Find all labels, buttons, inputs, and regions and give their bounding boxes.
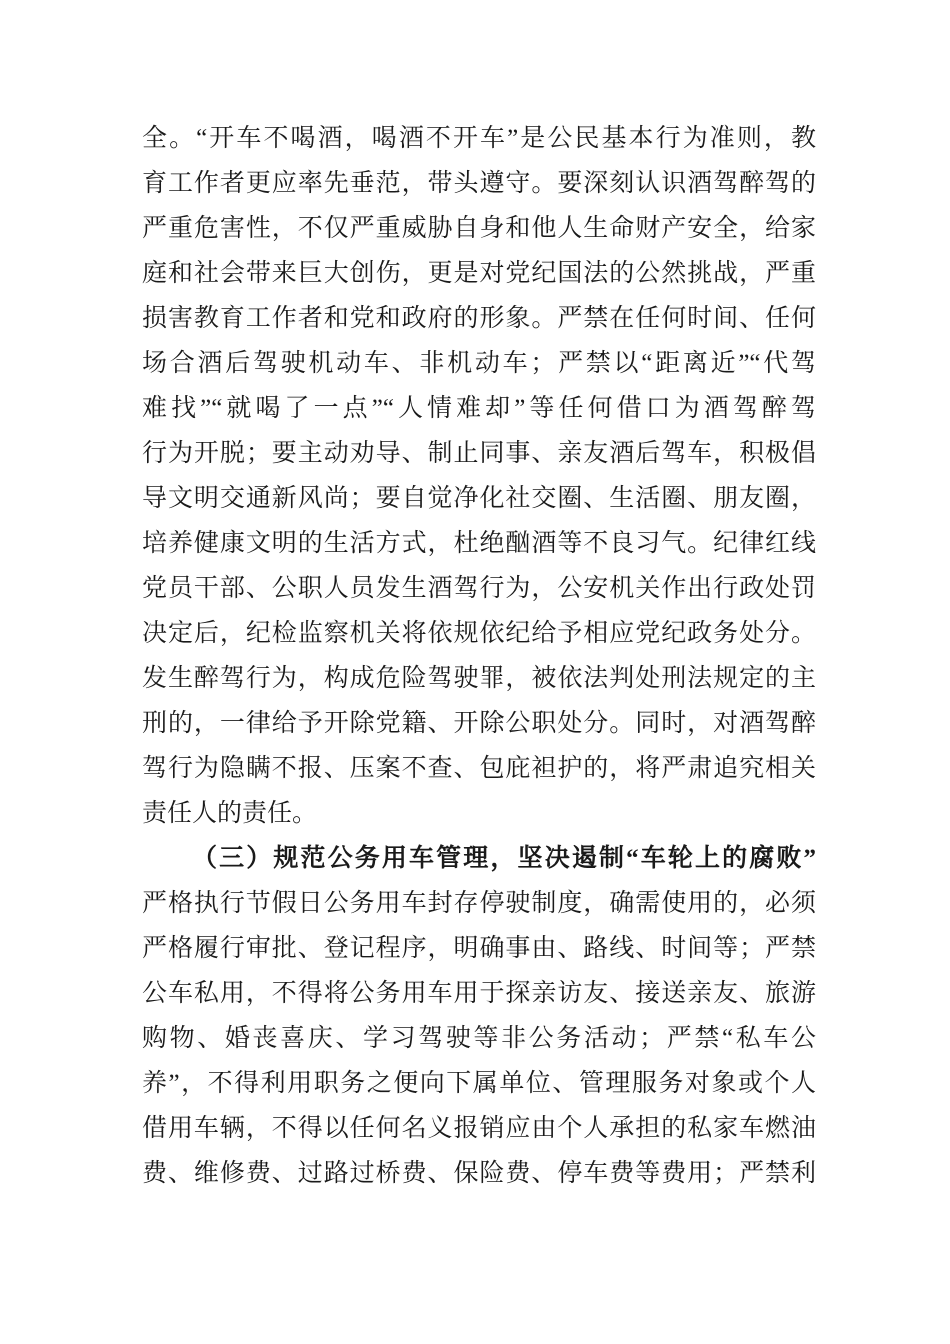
text-line: 费、维修费、过路过桥费、保险费、停车费等费用；严禁利 <box>142 1160 816 1187</box>
text-line: 刑的，一律给予开除党籍、开除公职处分。同时，对酒驾醉 <box>142 710 816 737</box>
text-line: 党员干部、公职人员发生酒驾行为，公安机关作出行政处罚 <box>142 575 816 602</box>
text-line: 损害教育工作者和党和政府的形象。严禁在任何时间、任何 <box>142 305 816 332</box>
text-line: 公车私用，不得将公务用车用于探亲访友、接送亲友、旅游 <box>142 980 816 1007</box>
section-heading: （三）规范公务用车管理，坚决遏制“车轮上的腐败” <box>192 845 816 872</box>
text-line: 发生醉驾行为，构成危险驾驶罪，被依法判处刑法规定的主 <box>142 665 816 692</box>
text-line: 借用车辆，不得以任何名义报销应由个人承担的私家车燃油 <box>142 1115 816 1142</box>
text-line: 驾行为隐瞒不报、压案不查、包庇袒护的，将严肃追究相关 <box>142 755 816 782</box>
text-line: 严格履行审批、登记程序，明确事由、路线、时间等；严禁 <box>142 935 816 962</box>
text-line: 场合酒后驾驶机动车、非机动车；严禁以“距离近”“代驾 <box>142 350 816 377</box>
text-line: 育工作者更应率先垂范，带头遵守。要深刻认识酒驾醉驾的 <box>142 170 816 197</box>
text-line: 决定后，纪检监察机关将依规依纪给予相应党纪政务处分。 <box>142 620 816 647</box>
text-line: 全。“开车不喝酒，喝酒不开车”是公民基本行为准则，教 <box>142 125 816 152</box>
text-line: 难找”“就喝了一点”“人情难却”等任何借口为酒驾醉驾 <box>142 395 816 422</box>
document-text <box>142 116 816 1196</box>
text-line: 养”，不得利用职务之便向下属单位、管理服务对象或个人 <box>142 1070 816 1097</box>
text-line: 购物、婚丧喜庆、学习驾驶等非公务活动；严禁“私车公 <box>142 1025 816 1052</box>
text-line: 严格执行节假日公务用车封存停驶制度，确需使用的，必须 <box>142 890 816 917</box>
text-line: 责任人的责任。 <box>142 800 318 827</box>
text-line: 严重危害性，不仅严重威胁自身和他人生命财产安全，给家 <box>142 215 816 242</box>
text-line: 导文明交通新风尚；要自觉净化社交圈、生活圈、朋友圈， <box>142 485 816 512</box>
text-line: 培养健康文明的生活方式，杜绝酗酒等不良习气。纪律红线 <box>142 530 816 557</box>
text-line: 庭和社会带来巨大创伤，更是对党纪国法的公然挑战，严重 <box>142 260 816 287</box>
text-line: 行为开脱；要主动劝导、制止同事、亲友酒后驾车，积极倡 <box>142 440 816 467</box>
